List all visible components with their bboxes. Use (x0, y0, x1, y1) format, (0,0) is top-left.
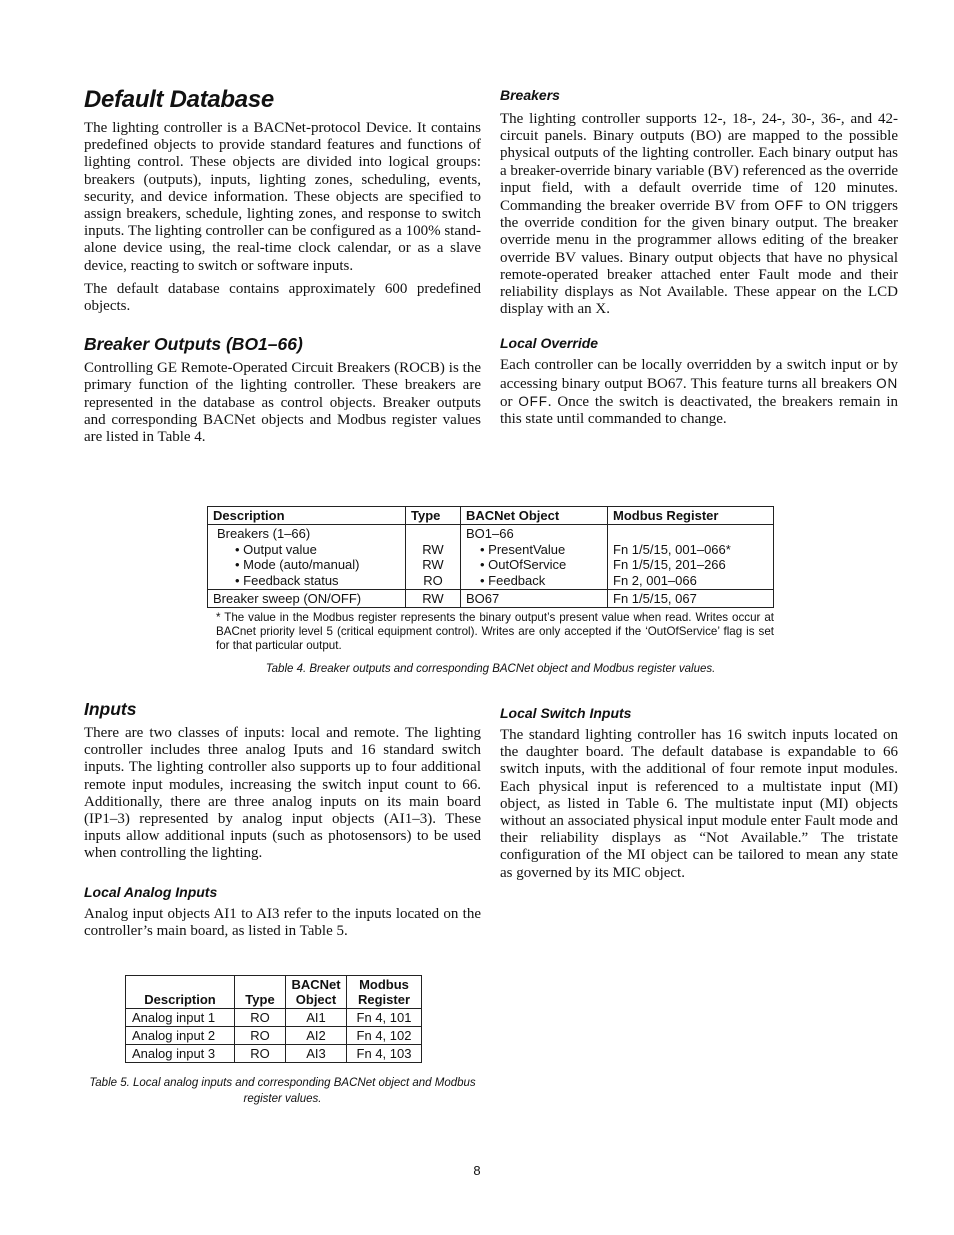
table-cell: Breaker sweep (ON/OFF) (208, 590, 406, 608)
intro-paragraph-2: The default database contains approximately 600 predefined objects. (84, 280, 481, 315)
table-row (126, 1045, 422, 1063)
table-cell: AI1 (286, 1009, 347, 1027)
local-switch-inputs-heading: Local Switch Inputs (500, 705, 632, 721)
table-header-cell: Type (406, 507, 461, 525)
table-cell: Analog input 1 (126, 1009, 235, 1027)
table-row (208, 590, 774, 608)
table-header-cell: Modbus Register (347, 976, 422, 1009)
breaker-outputs-table (207, 506, 774, 608)
list-item: • PresentValue (480, 541, 566, 557)
table-cell: RO (235, 1045, 286, 1063)
breaker-outputs-heading: Breaker Outputs (BO1–66) (84, 334, 303, 355)
off-keyword: OFF (518, 393, 548, 409)
table-caption: Table 5. Local analog inputs and corresponding BACNet object and Modbus register values. (89, 1077, 476, 1105)
table-cell: Analog input 2 (126, 1027, 235, 1045)
table-cell (461, 525, 608, 590)
breakers-heading: Breakers (500, 87, 560, 103)
table-row (126, 1027, 422, 1045)
table-header-row (208, 507, 774, 525)
table-row (208, 525, 774, 590)
local-override-heading: Local Override (500, 335, 599, 352)
local-override-paragraph: Each controller can be locally overridden by a switch input or by accessing binary output BO67. This feature turns all breakers ON or OFF. Once the switch is deactivated, the breakers remain in this state until commanded to change. (500, 357, 898, 428)
table-header-cell: Type (235, 976, 286, 1009)
inputs-heading: Inputs (84, 699, 137, 719)
on-keyword: ON (876, 375, 898, 391)
table-cell: BO67 (461, 590, 608, 608)
local-switch-inputs-paragraph: The standard lighting controller has 16 switch inputs located on the daughter board. The default database is expandable to 66 switch inputs, with the additional of four remote input modules. Each physical input is referenced to a multistate input (MI) object, as listed in Table 6. The multistate input (MI) objects without an associated physical input module enter Fault mode and their reliability displays as “Not Available.” The tristate configuration of the MI object can be tailored to mean any state as governed by its MIC object. (500, 727, 898, 881)
modbus-value: Fn 1/5/15, 201–266 (613, 557, 726, 572)
list-item: • Mode (auto/manual) (235, 557, 360, 572)
breaker-outputs-paragraph: Controlling GE Remote-Operated Circuit Breakers (ROCB) is the primary function of the lighting controller. These breakers are represented in the database as control objects. Breaker outputs and corresponding BACNet objects and Modbus register values are listed in Table 4. (84, 360, 481, 446)
left-column-top (84, 86, 481, 452)
table-footnote: * The value in the Modbus register represents the binary output’s present value when read. Writes occur at BACnet priority level 5 (critical equipment control). Writes are only accepted if the ‘OutOfService’ flag is set for that particular output. (216, 611, 774, 652)
page-number: 8 (473, 1163, 481, 1178)
table-header-cell: Description (126, 976, 235, 1009)
list-item: • Output value (235, 541, 317, 557)
group-bacnet: BO1–66 (466, 526, 514, 541)
right-column-top (500, 86, 898, 434)
type-value: RO (423, 572, 443, 588)
intro-paragraph-1: The lighting controller is a BACNet-protocol Device. It contains predefined objects to provide standard features and functions of lighting control. These objects are divided into logical groups: breakers (outputs), inputs, lighting zones, scheduling, events, security, and device information. These objects are specified to assign breakers, schedule, lighting zones, and response to switch inputs. The lighting controller can be configured as a 100% stand-alone device using, the real-time clock calendar, or as a slave device, reacting to switch or software inputs. (84, 120, 481, 274)
table-cell: Analog input 3 (126, 1045, 235, 1063)
modbus-value: Fn 2, 001–066 (613, 572, 697, 588)
table-cell: AI2 (286, 1027, 347, 1045)
local-analog-inputs-paragraph: Analog input objects AI1 to AI3 refer to the inputs located on the controller’s main board, as listed in Table 5. (84, 905, 481, 939)
table-header-cell: Description (208, 507, 406, 525)
table-cell (406, 525, 461, 590)
table-header-cell: BACNet Object (461, 507, 608, 525)
table-cell: Fn 4, 102 (347, 1027, 422, 1045)
breakers-paragraph: The lighting controller supports 12-, 18-, 24-, 30-, 36-, and 42-circuit panels. Binary outputs (BO) are mapped to the possible physical outputs of the lighting controller. Each binary output has a breaker-override binary variable (BV) referenced as the override input field, with a default override time of 120 minutes. Commanding the breaker override BV from OFF to ON triggers the override condition for the given binary output. The breaker override menu in the programmer allows editing of the breaker override BV values. Binary output objects that have no physical remote-operated breaker attached enter Fault mode and their reliability displays as Not Available. These appear on the LCD display with an X. (500, 111, 898, 318)
table-header-cell: Modbus Register (608, 507, 774, 525)
on-keyword: ON (825, 198, 848, 214)
table-cell: RO (235, 1009, 286, 1027)
right-column-bottom (500, 704, 898, 888)
table-cell: AI3 (286, 1045, 347, 1063)
table-header-row (126, 976, 422, 1009)
table-cell (208, 525, 406, 590)
page-title: Default Database (84, 86, 274, 113)
table-cell: Fn 1/5/15, 067 (608, 590, 774, 608)
inputs-paragraph: There are two classes of inputs: local and remote. The lighting controller includes three analog Iputs and 16 standard switch inputs. The lighting controller also supports up to four additional remote input modules, increasing the switch input count to 66. Additionally, there are three analog inputs on its main board (IP1–3) represented by analog input objects (AI1–3). These inputs allow additional inputs (such as photosensors) to be used when controlling the lighting. (84, 725, 481, 862)
local-analog-inputs-heading: Local Analog Inputs (84, 883, 218, 900)
table-caption: Table 4. Breaker outputs and corresponding BACNet object and Modbus register values. (265, 663, 716, 675)
list-item: • Feedback (480, 572, 546, 588)
list-item: • Feedback status (235, 572, 339, 588)
table-header-cell: BACNet Object (286, 976, 347, 1009)
modbus-value: Fn 1/5/15, 001–066* (613, 541, 731, 557)
local-analog-inputs-table (125, 975, 422, 1063)
type-value: RW (422, 541, 444, 557)
table-row (126, 1009, 422, 1027)
table-cell: RW (406, 590, 461, 608)
left-column-bottom (84, 698, 481, 946)
group-description: Breakers (1–66) (217, 526, 311, 541)
table-cell (608, 525, 774, 590)
type-value: RW (422, 557, 444, 572)
list-item: • OutOfService (480, 557, 567, 572)
off-keyword: OFF (774, 198, 804, 214)
table-cell: Fn 4, 103 (347, 1045, 422, 1063)
table-cell: Fn 4, 101 (347, 1009, 422, 1027)
table-cell: RO (235, 1027, 286, 1045)
